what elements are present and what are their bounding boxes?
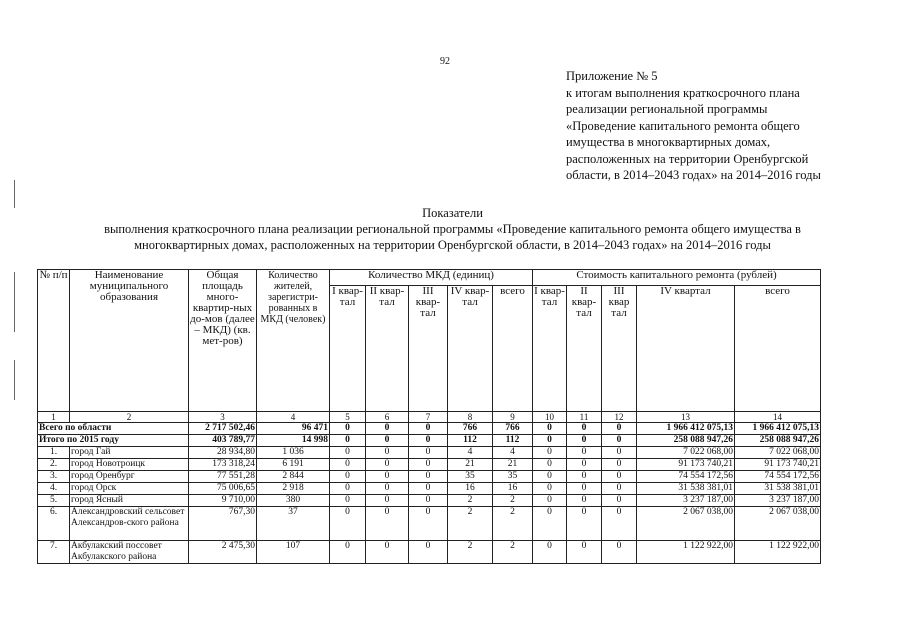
total-cell: 0 — [409, 423, 448, 435]
header-cost-q1: I квар-тал — [533, 286, 567, 412]
total-label: Всего по области — [38, 423, 189, 435]
appendix-line: реализации региональной программы — [566, 102, 768, 116]
table-cell: 2 — [493, 541, 533, 564]
total-cell: 14 998 — [257, 435, 330, 447]
table-cell: 2 — [493, 495, 533, 507]
row-number: 5. — [38, 495, 70, 507]
total-row — [38, 423, 821, 435]
total-cell: 0 — [567, 435, 602, 447]
table-cell: 0 — [567, 447, 602, 459]
total-cell: 766 — [493, 423, 533, 435]
table-cell: 0 — [330, 507, 366, 541]
table-cell: 0 — [366, 483, 409, 495]
table-cell: 0 — [366, 459, 409, 471]
appendix-line: «Проведение капитального ремонта общего — [566, 118, 800, 133]
table-cell: 74 554 172,56 — [637, 471, 735, 483]
total-cell: 0 — [366, 423, 409, 435]
table-cell: 0 — [366, 495, 409, 507]
table-cell: 0 — [330, 459, 366, 471]
table-cell: 2 — [493, 507, 533, 541]
table-cell: 0 — [366, 507, 409, 541]
table-cell: 0 — [533, 507, 567, 541]
table-cell: 28 934,80 — [189, 447, 257, 459]
header-q3: III квар-тал — [409, 286, 448, 412]
table-cell: 35 — [493, 471, 533, 483]
municipality-name: Александровский сельсовет Александров-ского района — [70, 507, 189, 541]
table-cell: 0 — [409, 507, 448, 541]
total-cell: 0 — [533, 423, 567, 435]
table-row — [38, 459, 821, 471]
column-number: 10 — [533, 412, 567, 423]
column-number: 11 — [567, 412, 602, 423]
table-cell: 767,30 — [189, 507, 257, 541]
page-edge-mark — [14, 360, 15, 400]
table-cell: 2 475,30 — [189, 541, 257, 564]
table-cell: 0 — [602, 507, 637, 541]
total-cell: 403 789,77 — [189, 435, 257, 447]
column-number: 13 — [637, 412, 735, 423]
total-cell: 258 088 947,26 — [637, 435, 735, 447]
table-cell: 4 — [493, 447, 533, 459]
appendix-note — [566, 68, 886, 184]
table-cell: 74 554 172,56 — [735, 471, 821, 483]
table-cell: 3 237 187,00 — [735, 495, 821, 507]
table-cell: 35 — [448, 471, 493, 483]
page-edge-mark — [14, 272, 15, 332]
table-cell: 0 — [330, 471, 366, 483]
header-cost-total: всего — [735, 286, 821, 412]
table-cell: 0 — [409, 447, 448, 459]
table-row — [38, 471, 821, 483]
table-cell: 0 — [533, 541, 567, 564]
table-cell: 1 122 922,00 — [735, 541, 821, 564]
header-cost-q4: IV квартал — [637, 286, 735, 412]
table-cell: 0 — [533, 459, 567, 471]
table-cell: 0 — [366, 447, 409, 459]
row-number: 2. — [38, 459, 70, 471]
total-cell: 0 — [533, 435, 567, 447]
column-number: 5 — [330, 412, 366, 423]
appendix-line: к итогам выполнения краткосрочного плана — [566, 85, 800, 100]
table-cell: 16 — [493, 483, 533, 495]
column-number: 1 — [38, 412, 70, 423]
table-cell: 0 — [602, 483, 637, 495]
table-cell: 0 — [533, 447, 567, 459]
rows-body — [38, 447, 821, 564]
table-cell: 0 — [409, 541, 448, 564]
table-cell: 77 551,28 — [189, 471, 257, 483]
table-cell: 2 918 — [257, 483, 330, 495]
totals-body — [38, 423, 821, 447]
table-cell: 0 — [409, 483, 448, 495]
header-cost-q3: III квар тал — [602, 286, 637, 412]
header-area: Общая площадь много-квартир-ных до-мов (далее – МКД) (кв. мет-ров) — [189, 270, 257, 412]
total-cell: 0 — [602, 435, 637, 447]
total-row — [38, 435, 821, 447]
table-cell: 0 — [409, 471, 448, 483]
table-cell: 7 022 068,00 — [637, 447, 735, 459]
row-number: 4. — [38, 483, 70, 495]
table-cell: 0 — [567, 507, 602, 541]
table-cell: 2 067 038,00 — [735, 507, 821, 541]
table-cell: 7 022 068,00 — [735, 447, 821, 459]
table-cell: 2 844 — [257, 471, 330, 483]
total-cell: 96 471 — [257, 423, 330, 435]
column-number: 6 — [366, 412, 409, 423]
header-q4: IV квар-тал — [448, 286, 493, 412]
document-subtitle-line: многоквартирных домах, расположенных на территории Оренбургской области, в 2014–2043 годах» на 2014–2016 годы — [134, 238, 771, 252]
table-cell: 107 — [257, 541, 330, 564]
total-cell: 766 — [448, 423, 493, 435]
total-cell: 112 — [448, 435, 493, 447]
table-cell: 1 036 — [257, 447, 330, 459]
table-cell: 2 — [448, 507, 493, 541]
table-cell: 0 — [330, 495, 366, 507]
table-cell: 2 067 038,00 — [637, 507, 735, 541]
table-row — [38, 541, 821, 564]
total-cell: 0 — [602, 423, 637, 435]
table-cell: 3 237 187,00 — [637, 495, 735, 507]
header-q2: II квар-тал — [366, 286, 409, 412]
column-number: 2 — [70, 412, 189, 423]
table-cell: 0 — [533, 495, 567, 507]
table-cell: 0 — [567, 495, 602, 507]
table-row — [38, 495, 821, 507]
municipality-name: город Оренбург — [70, 471, 189, 483]
header-residents: Количество жителей, зарегистри-рованных в МКД (человек) — [257, 270, 330, 412]
appendix-line: имущества в многоквартирных домах, — [566, 135, 771, 149]
header-num: № п/п — [38, 270, 70, 412]
table-cell: 31 538 381,01 — [637, 483, 735, 495]
indicators-table — [37, 269, 821, 564]
table-cell: 75 006,65 — [189, 483, 257, 495]
table-cell: 91 173 740,21 — [735, 459, 821, 471]
table-cell: 173 318,24 — [189, 459, 257, 471]
municipality-name: город Ясный — [70, 495, 189, 507]
total-cell: 0 — [409, 435, 448, 447]
total-cell: 0 — [330, 423, 366, 435]
table-cell: 9 710,00 — [189, 495, 257, 507]
row-number: 1. — [38, 447, 70, 459]
table-cell: 0 — [409, 495, 448, 507]
table-cell: 2 — [448, 495, 493, 507]
table-cell: 6 191 — [257, 459, 330, 471]
total-label: Итого по 2015 году — [38, 435, 189, 447]
municipality-name: город Гай — [70, 447, 189, 459]
page-edge-mark — [14, 180, 15, 208]
table-cell: 37 — [257, 507, 330, 541]
column-number: 7 — [409, 412, 448, 423]
table-cell: 0 — [602, 471, 637, 483]
column-number: 14 — [735, 412, 821, 423]
table-cell: 0 — [567, 483, 602, 495]
total-cell: 0 — [567, 423, 602, 435]
appendix-line: расположенных на территории Оренбургской — [566, 151, 809, 166]
page-number: 92 — [440, 56, 450, 67]
row-number: 6. — [38, 507, 70, 541]
table-row — [38, 507, 821, 541]
total-cell: 0 — [330, 435, 366, 447]
table-cell: 0 — [533, 471, 567, 483]
table-cell: 0 — [567, 471, 602, 483]
table-cell: 0 — [602, 459, 637, 471]
column-number: 3 — [189, 412, 257, 423]
table-cell: 31 538 381,01 — [735, 483, 821, 495]
table-row — [38, 447, 821, 459]
header-total: всего — [493, 286, 533, 412]
table-cell: 1 122 922,00 — [637, 541, 735, 564]
table-cell: 0 — [567, 459, 602, 471]
table-cell: 0 — [330, 483, 366, 495]
table-cell: 0 — [602, 541, 637, 564]
table-cell: 91 173 740,21 — [637, 459, 735, 471]
table-cell: 0 — [533, 483, 567, 495]
table-cell: 21 — [448, 459, 493, 471]
municipality-name: город Орск — [70, 483, 189, 495]
header-q1: I квар-тал — [330, 286, 366, 412]
table-cell: 0 — [330, 541, 366, 564]
header-repair-cost: Стоимость капитального ремонта (рублей) — [533, 270, 821, 286]
appendix-line: области, в 2014–2043 годах» на 2014–2016 годы — [566, 168, 821, 182]
total-cell: 1 966 412 075,13 — [637, 423, 735, 435]
row-number: 7. — [38, 541, 70, 564]
table-cell: 16 — [448, 483, 493, 495]
table-cell: 0 — [366, 541, 409, 564]
total-cell: 0 — [366, 435, 409, 447]
table-cell: 2 — [448, 541, 493, 564]
table-cell: 0 — [567, 541, 602, 564]
table-cell: 4 — [448, 447, 493, 459]
row-number: 3. — [38, 471, 70, 483]
total-cell: 2 717 502,46 — [189, 423, 257, 435]
municipality-name: город Новотроицк — [70, 459, 189, 471]
municipality-name: Акбулакский поссовет Акбулакского района — [70, 541, 189, 564]
column-numbers-row — [38, 412, 821, 423]
table-cell: 380 — [257, 495, 330, 507]
total-cell: 258 088 947,26 — [735, 435, 821, 447]
table-cell: 0 — [366, 471, 409, 483]
document-subtitle-line: выполнения краткосрочного плана реализации региональной программы «Проведение капитального ремонта общего имущества в — [104, 222, 801, 236]
header-name: Наименование муниципального образования — [70, 270, 189, 412]
table-cell: 0 — [409, 459, 448, 471]
header-mkd-count: Количество МКД (единиц) — [330, 270, 533, 286]
header-cost-q2: II квар-тал — [567, 286, 602, 412]
total-cell: 112 — [493, 435, 533, 447]
document-title: Показатели — [422, 206, 483, 220]
table-row — [38, 483, 821, 495]
table-cell: 21 — [493, 459, 533, 471]
column-number: 12 — [602, 412, 637, 423]
table-cell: 0 — [602, 447, 637, 459]
appendix-line: Приложение № 5 — [566, 69, 658, 83]
column-number: 4 — [257, 412, 330, 423]
column-number: 8 — [448, 412, 493, 423]
column-number: 9 — [493, 412, 533, 423]
table-cell: 0 — [330, 447, 366, 459]
total-cell: 1 966 412 075,13 — [735, 423, 821, 435]
table-cell: 0 — [602, 495, 637, 507]
